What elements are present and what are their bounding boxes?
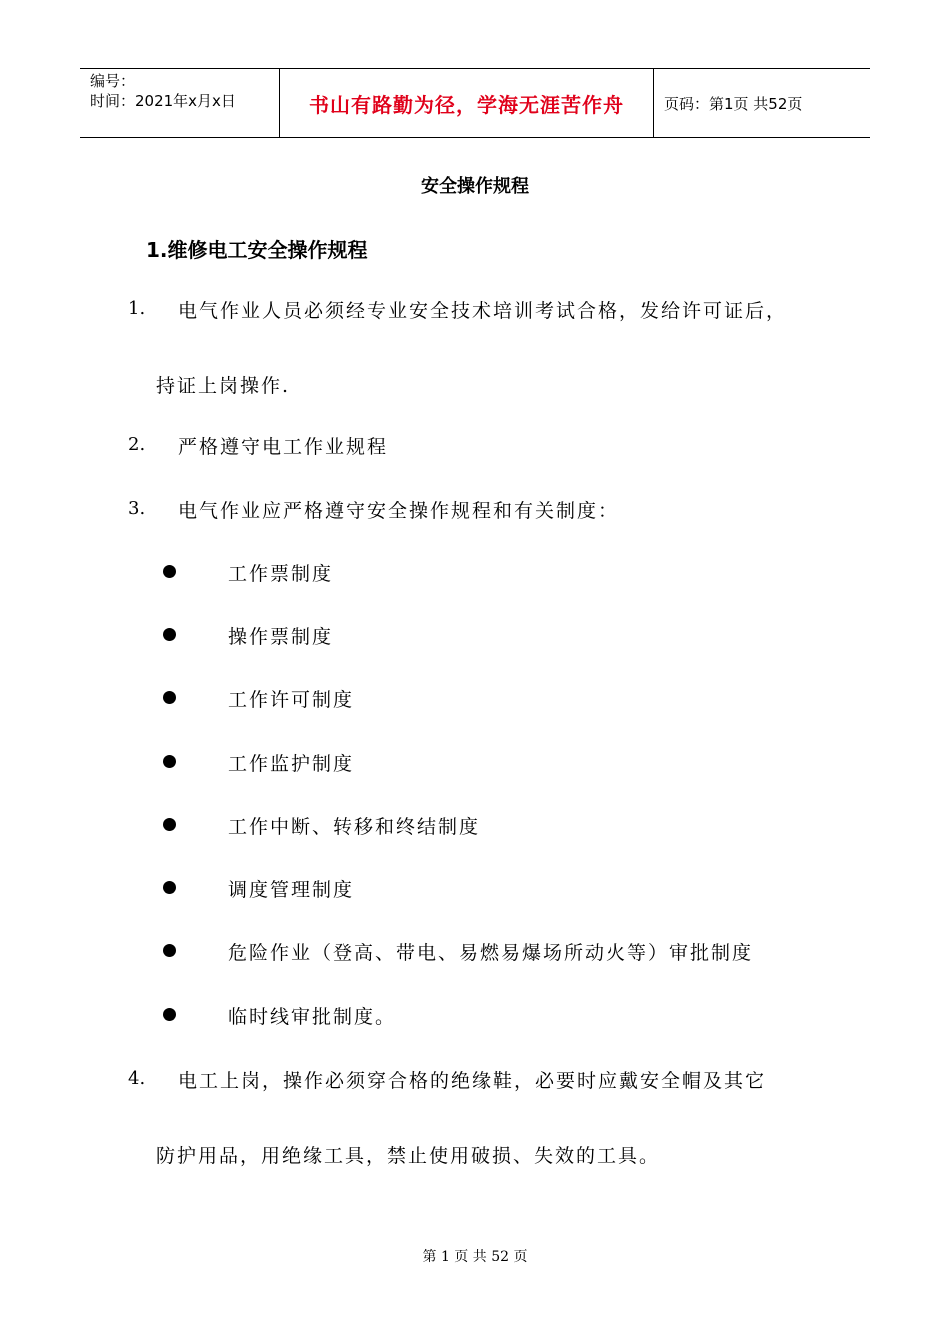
item-number: 4. (128, 1068, 146, 1089)
bullet-text: 工作监护制度 (228, 753, 355, 775)
item-number: 3. (128, 498, 146, 519)
bullet-dot (163, 818, 176, 831)
item-number: 1. (128, 298, 146, 319)
bullet-text: 危险作业（登高、带电、易燃易爆场所动火等）审批制度 (228, 942, 754, 964)
item-text: 电工上岗，操作必须穿合格的绝缘鞋，必要时应戴安全帽及其它 (178, 1070, 767, 1092)
bullet-dot (163, 755, 176, 768)
bullet-dot (163, 565, 176, 578)
bullet-text: 工作票制度 (228, 563, 334, 585)
bullet-dot (163, 628, 176, 641)
item-text: 电气作业应严格遵守安全操作规程和有关制度： (178, 500, 620, 522)
bullet-text: 工作许可制度 (228, 689, 355, 711)
header-page-info: 页码：第1页 共52页 (664, 94, 803, 113)
bullet-text: 调度管理制度 (228, 879, 355, 901)
bullet-text: 临时线审批制度。 (228, 1006, 397, 1028)
bullet-dot (163, 1008, 176, 1021)
header-left-cell (80, 69, 280, 137)
header-motto-cell (280, 69, 654, 137)
document-title: 安全操作规程 (421, 176, 529, 197)
item-number: 2. (128, 434, 146, 455)
section-title: 1.维修电工安全操作规程 (146, 238, 368, 262)
bullet-text: 工作中断、转移和终结制度 (228, 816, 481, 838)
item-continuation: 防护用品，用绝缘工具，禁止使用破损、失效的工具。 (156, 1145, 661, 1167)
item-continuation: 持证上岗操作. (156, 375, 291, 397)
page-header (80, 68, 870, 138)
item-text: 严格遵守电工作业规程 (178, 436, 389, 458)
bullet-text: 操作票制度 (228, 626, 334, 648)
item-text: 电气作业人员必须经专业安全技术培训考试合格，发给许可证后， (178, 300, 788, 322)
motto-text: 书山有路勤为径，学海无涯苦作舟 (309, 92, 624, 117)
number-label: 编号： (90, 72, 136, 90)
bullet-dot (163, 691, 176, 704)
bullet-dot (163, 944, 176, 957)
bullet-dot (163, 881, 176, 894)
time-label: 时间：2021年x月x日 (90, 92, 236, 110)
page-footer: 第 1 页 共 52 页 (422, 1249, 528, 1265)
